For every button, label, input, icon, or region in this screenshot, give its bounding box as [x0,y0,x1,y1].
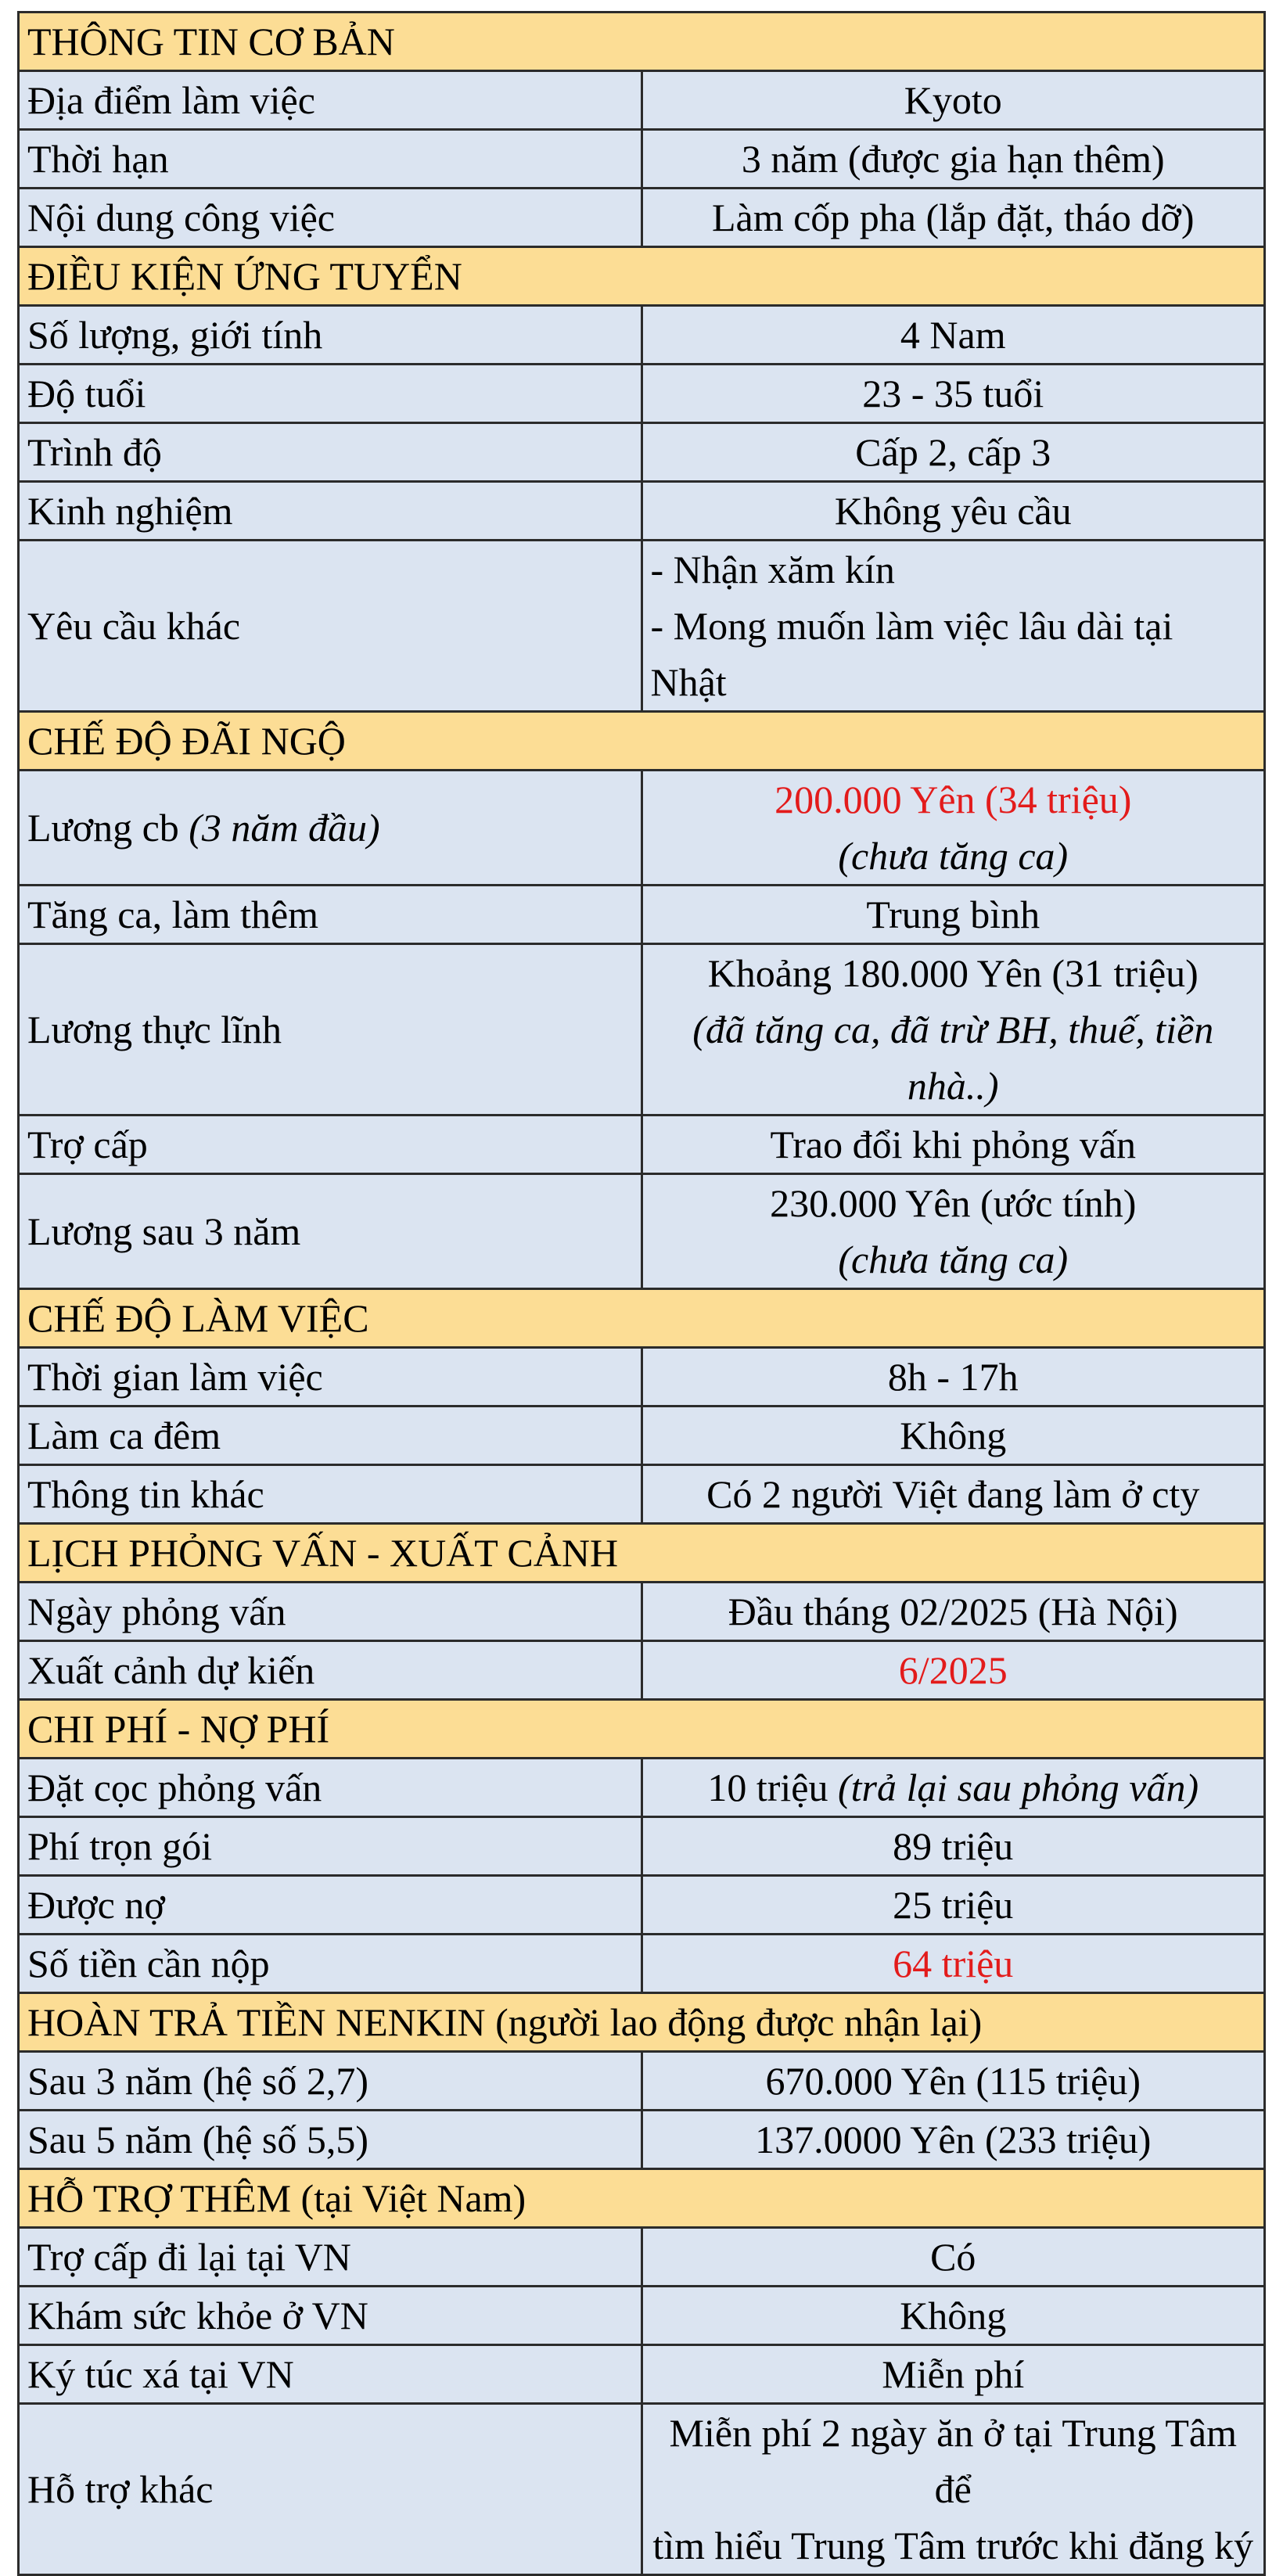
row-label: Lương thực lĩnh [19,944,642,1116]
value-line: Miễn phí 2 ngày ăn ở tại Trung Tâm để [669,2411,1237,2511]
amount-due-value: 64 triệu [642,1935,1265,1993]
row-value: Miễn phí [642,2345,1265,2404]
table-row [19,2345,1265,2404]
row-label: Lương sau 3 năm [19,1174,642,1289]
table-row [19,1759,1265,1817]
table-row [19,1116,1265,1174]
row-label: Sau 3 năm (hệ số 2,7) [19,2052,642,2111]
row-label: Địa điểm làm việc [19,71,642,130]
section-title-support: HỖ TRỢ THÊM (tại Việt Nam) [19,2169,1265,2228]
table-row [19,1935,1265,1993]
table-row [19,1407,1265,1465]
row-label: Làm ca đêm [19,1407,642,1465]
row-label: Kinh nghiệm [19,482,642,541]
section-header-row [19,1993,1265,2052]
row-label: Xuất cảnh dự kiến [19,1641,642,1700]
row-label: Khám sức khỏe ở VN [19,2287,642,2345]
row-value: Đầu tháng 02/2025 (Hà Nội) [642,1583,1265,1641]
row-value [642,1759,1265,1817]
section-header-row [19,712,1265,771]
row-label: Độ tuổi [19,365,642,423]
row-value: Không [642,2287,1265,2345]
row-label: Thông tin khác [19,1465,642,1524]
section-header-row [19,13,1265,71]
table-row [19,2111,1265,2169]
section-header-row [19,1524,1265,1583]
row-label: Trợ cấp [19,1116,642,1174]
label-text: Lương cb [27,806,189,850]
table-row [19,1465,1265,1524]
row-value: Trao đổi khi phỏng vấn [642,1116,1265,1174]
table-row [19,1817,1265,1876]
row-value: 4 Nam [642,306,1265,365]
section-title-basic: THÔNG TIN CƠ BẢN [19,13,1265,71]
row-label: Hỗ trợ khác [19,2404,642,2575]
base-salary-value: 200.000 Yên (34 triệu) [774,778,1132,821]
label-note: (3 năm đầu) [189,806,380,850]
table-row [19,423,1265,482]
section-header-row [19,1289,1265,1348]
table-row [19,771,1265,886]
table-row [19,2228,1265,2287]
table-row [19,306,1265,365]
table-row [19,886,1265,944]
row-value: 23 - 35 tuổi [642,365,1265,423]
row-label: Trình độ [19,423,642,482]
table-row [19,1876,1265,1935]
salary-after-value: 230.000 Yên (ước tính) [770,1181,1137,1225]
row-label: Ngày phỏng vấn [19,1583,642,1641]
table-row [19,2052,1265,2111]
departure-date-value: 6/2025 [642,1641,1265,1700]
value-note: (trả lại sau phỏng vấn) [838,1766,1199,1809]
row-label: Phí trọn gói [19,1817,642,1876]
deposit-value: 10 triệu [707,1766,839,1809]
table-row [19,1348,1265,1407]
row-value: Không [642,1407,1265,1465]
row-label: Số lượng, giới tính [19,306,642,365]
value-line: - Mong muốn làm việc lâu dài tại Nhật [650,604,1173,704]
row-label: Thời hạn [19,130,642,189]
table-row [19,482,1265,541]
table-row [19,541,1265,712]
row-value: 8h - 17h [642,1348,1265,1407]
section-title-nenkin: HOÀN TRẢ TIỀN NENKIN (người lao động được nhận lại) [19,1993,1265,2052]
row-label: Nội dung công việc [19,189,642,247]
row-label: Trợ cấp đi lại tại VN [19,2228,642,2287]
value-note: (chưa tăng ca) [838,1238,1069,1281]
table-row [19,1174,1265,1289]
table-row [19,71,1265,130]
table-row [19,189,1265,247]
row-label: Sau 5 năm (hệ số 5,5) [19,2111,642,2169]
section-header-row [19,1700,1265,1759]
row-label: Yêu cầu khác [19,541,642,712]
section-title-work: CHẾ ĐỘ LÀM VIỆC [19,1289,1265,1348]
table-row [19,1583,1265,1641]
row-value: 670.000 Yên (115 triệu) [642,2052,1265,2111]
table-row [19,365,1265,423]
row-value: Trung bình [642,886,1265,944]
row-value: Cấp 2, cấp 3 [642,423,1265,482]
row-value [642,944,1265,1116]
table-row [19,1641,1265,1700]
row-label: Được nợ [19,1876,642,1935]
row-value [642,771,1265,886]
section-title-conditions: ĐIỀU KIỆN ỨNG TUYỂN [19,247,1265,306]
row-label: Ký túc xá tại VN [19,2345,642,2404]
section-header-row [19,247,1265,306]
job-info-table [17,11,1266,2576]
value-line: tìm hiểu Trung Tâm trước khi đăng ký [652,2524,1254,2567]
row-label [19,771,642,886]
row-value [642,2404,1265,2575]
value-line: - Nhận xăm kín [650,548,895,591]
table-row [19,2404,1265,2575]
section-title-benefits: CHẾ ĐỘ ĐÃI NGỘ [19,712,1265,771]
row-value: 137.0000 Yên (233 triệu) [642,2111,1265,2169]
row-label: Số tiền cần nộp [19,1935,642,1993]
row-value: 25 triệu [642,1876,1265,1935]
row-value [642,1174,1265,1289]
row-value: 89 triệu [642,1817,1265,1876]
row-value: Kyoto [642,71,1265,130]
row-value: Có 2 người Việt đang làm ở cty [642,1465,1265,1524]
net-salary-value: Khoảng 180.000 Yên (31 triệu) [707,951,1199,995]
section-title-schedule: LỊCH PHỎNG VẤN - XUẤT CẢNH [19,1524,1265,1583]
row-label: Đặt cọc phỏng vấn [19,1759,642,1817]
row-label: Thời gian làm việc [19,1348,642,1407]
row-value: Làm cốp pha (lắp đặt, tháo dỡ) [642,189,1265,247]
value-note: (chưa tăng ca) [838,834,1069,878]
table-row [19,130,1265,189]
row-value: Không yêu cầu [642,482,1265,541]
row-value: 3 năm (được gia hạn thêm) [642,130,1265,189]
table-row [19,944,1265,1116]
value-note: (đã tăng ca, đã trừ BH, thuế, tiền nhà..) [692,1008,1214,1108]
section-header-row [19,2169,1265,2228]
row-label: Tăng ca, làm thêm [19,886,642,944]
row-value: Có [642,2228,1265,2287]
section-title-costs: CHI PHÍ - NỢ PHÍ [19,1700,1265,1759]
table-row [19,2287,1265,2345]
row-value [642,541,1265,712]
